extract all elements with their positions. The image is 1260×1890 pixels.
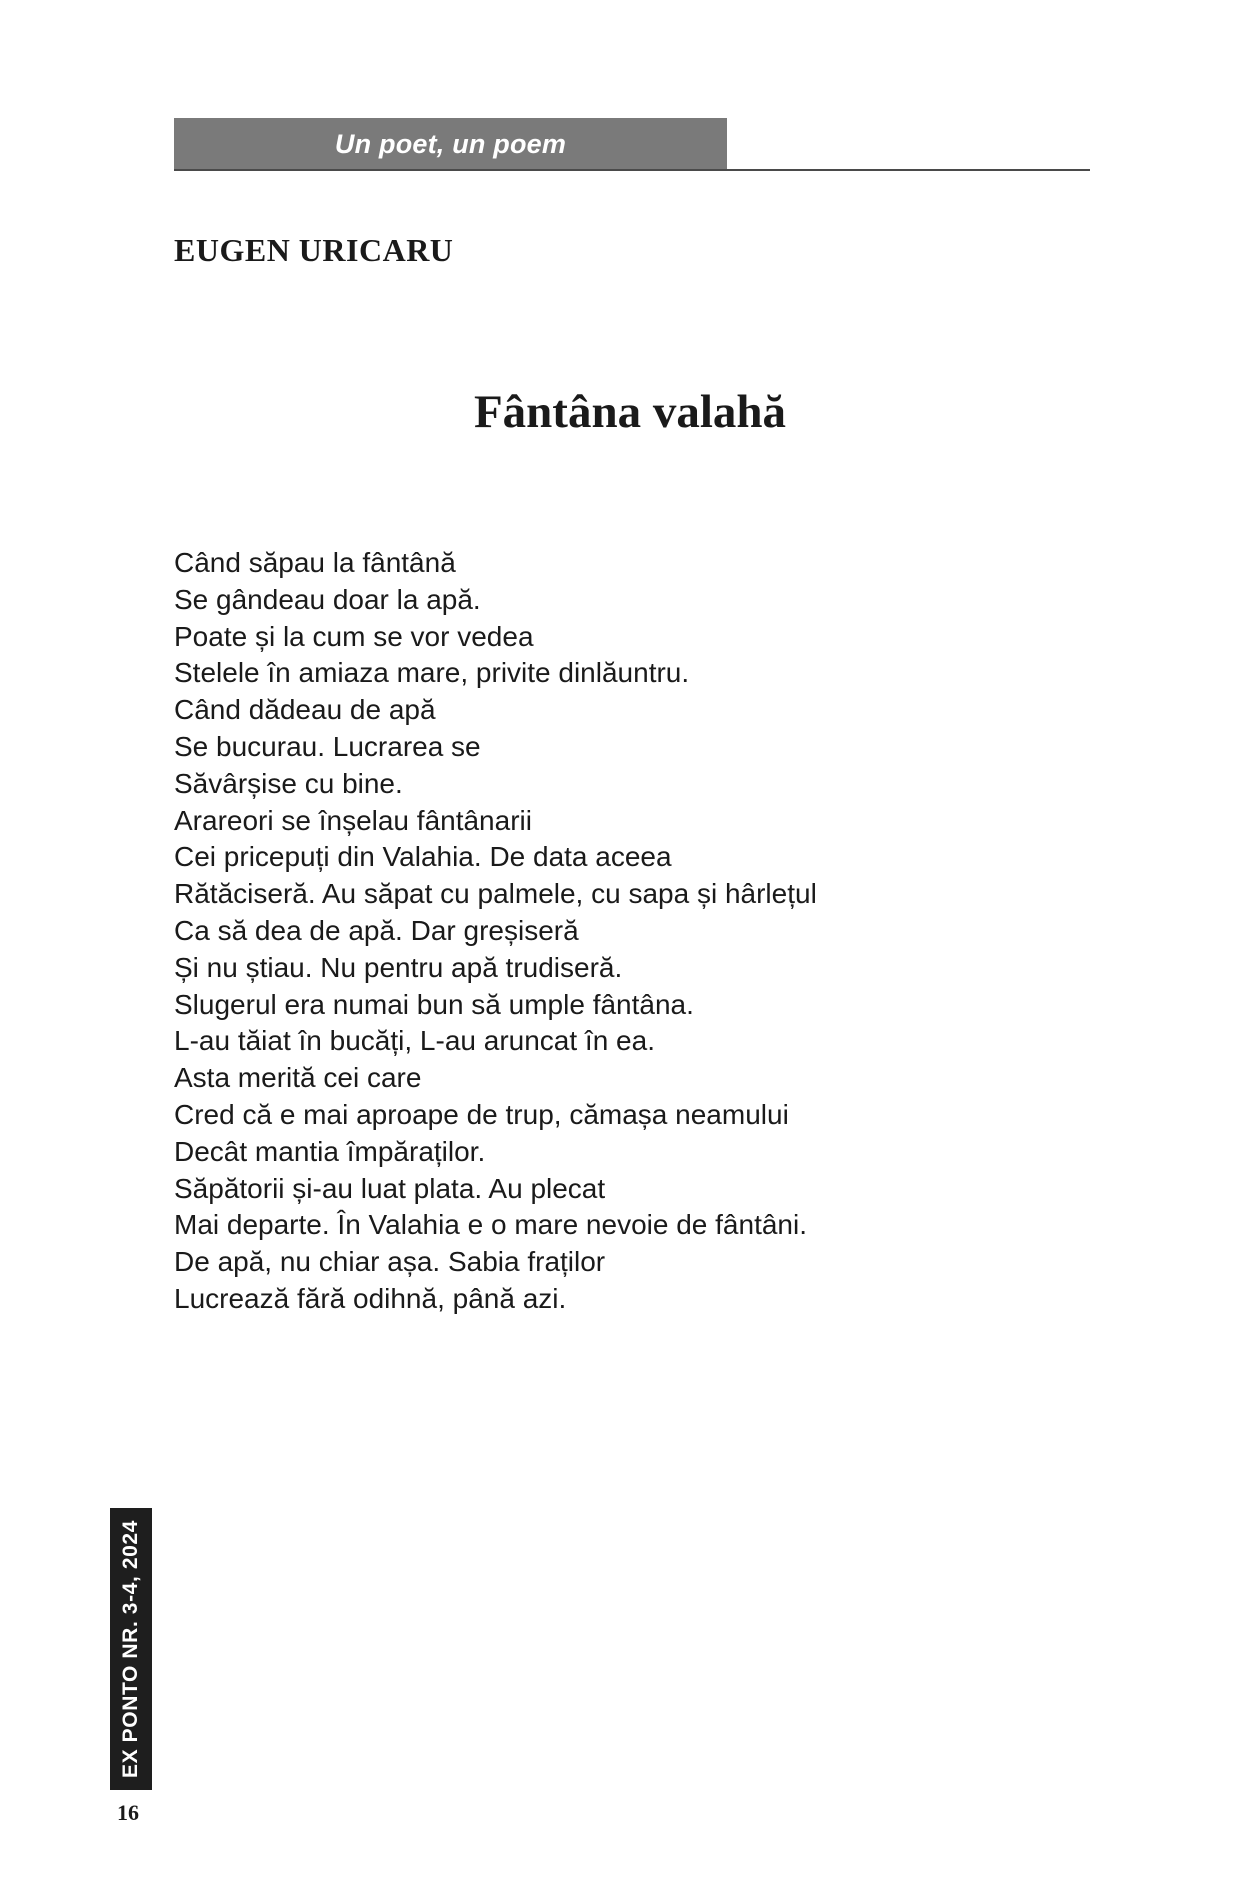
poem-line: Mai departe. În Valahia e o mare nevoie de fântâni. bbox=[174, 1209, 807, 1241]
poem-line: Cred că e mai aproape de trup, cămașa neamului bbox=[174, 1098, 789, 1130]
section-rule bbox=[174, 169, 1090, 171]
author-name: EUGEN URICARU bbox=[174, 232, 454, 268]
section-header-band bbox=[174, 118, 727, 170]
poem-line: Decât mantia împăraților. bbox=[174, 1135, 486, 1167]
poem-line: Poate și la cum se vor vedea bbox=[174, 620, 534, 652]
poem-line: Când săpau la fântână bbox=[174, 547, 456, 578]
poem-line: L-au tăiat în bucăți, L-au aruncat în ea. bbox=[174, 1025, 655, 1057]
poem-line: Și nu știau. Nu pentru apă trudiseră. bbox=[174, 951, 623, 983]
poem-body bbox=[174, 545, 817, 1318]
poem-line: Săvârșise cu bine. bbox=[174, 767, 403, 799]
section-label: Un poet, un poem bbox=[334, 128, 567, 159]
poem-line: Se bucurau. Lucrarea se bbox=[174, 730, 481, 762]
poem-line: Se gândeau doar la apă. bbox=[174, 583, 481, 615]
poem-line: Stelele în amiaza mare, privite dinlăuntru. bbox=[174, 657, 690, 689]
poem-line: Asta merită cei care bbox=[174, 1062, 422, 1094]
poem-line: Rătăciseră. Au săpat cu palmele, cu sapa și hârlețul bbox=[174, 878, 817, 910]
page-number: 16 bbox=[117, 1800, 139, 1825]
poem-line: Ca să dea de apă. Dar greșiseră bbox=[174, 914, 579, 946]
poem-line: Cei pricepuți din Valahia. De data aceea bbox=[174, 841, 672, 873]
poem-line: Săpătorii și-au luat plata. Au plecat bbox=[174, 1172, 606, 1204]
poem-line: Slugerul era numai bun să umple fântâna. bbox=[174, 988, 694, 1020]
poem-line: Arareori se înșelau fântânarii bbox=[174, 804, 532, 836]
poem-title: Fântâna valahă bbox=[473, 386, 787, 438]
poem-line: De apă, nu chiar așa. Sabia fraților bbox=[174, 1246, 606, 1278]
journal-issue-label: EX PONTO NR. 3-4, 2024 bbox=[119, 1520, 142, 1778]
poem-line: Lucrează fără odihnă, până azi. bbox=[174, 1282, 567, 1314]
poem-line: Când dădeau de apă bbox=[174, 694, 436, 726]
